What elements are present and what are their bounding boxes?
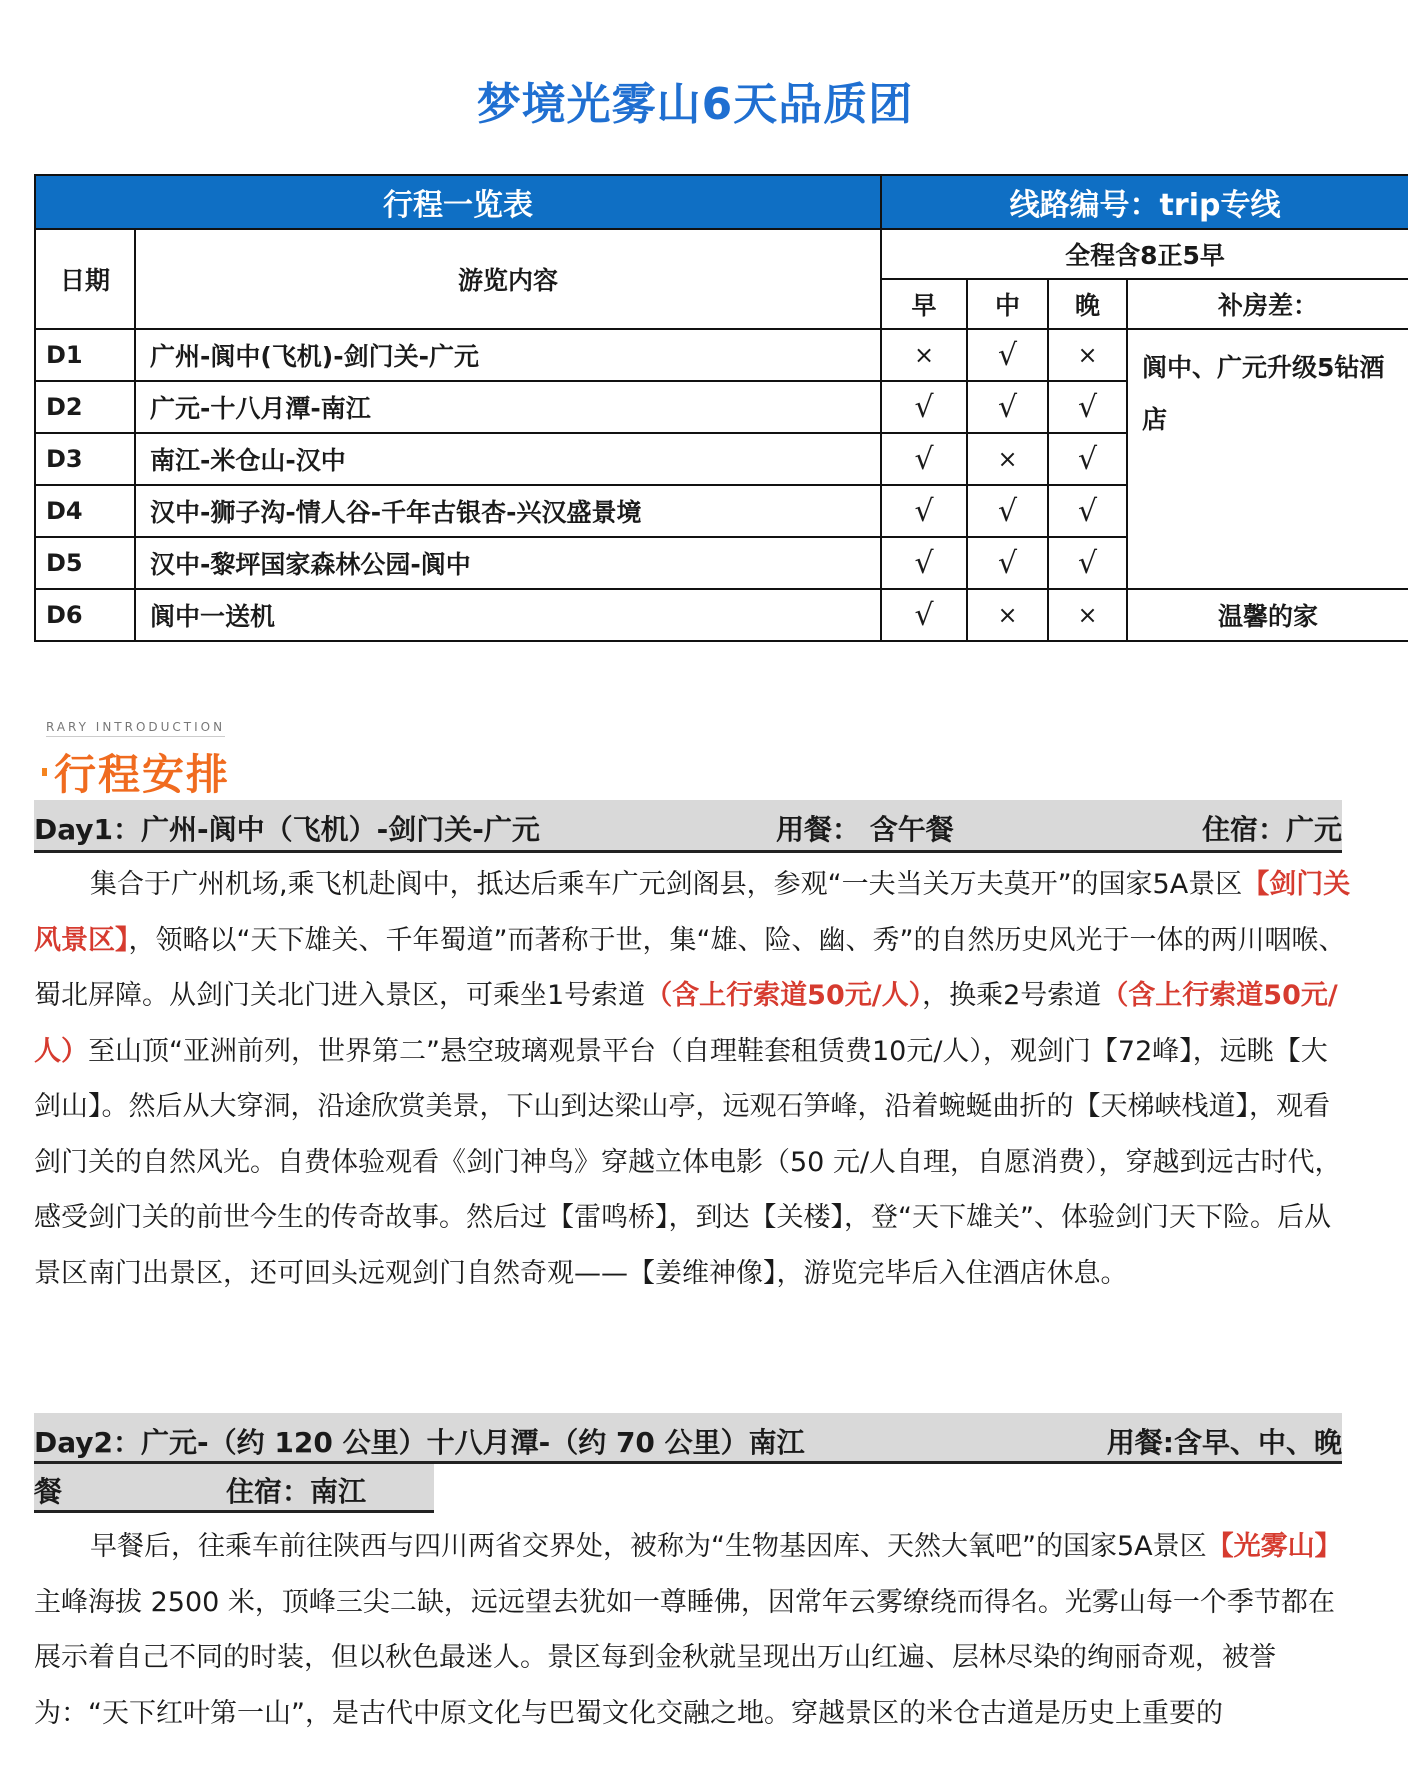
row-lunch: √ — [967, 381, 1048, 433]
section-accent-mark — [42, 768, 47, 776]
column-content: 游览内容 — [135, 229, 881, 329]
row-dinner: × — [1048, 589, 1127, 641]
row-dinner: √ — [1048, 537, 1127, 589]
day2-header — [34, 1413, 1342, 1464]
day1-text-4: 至山顶“亚洲前列，世界第二”悬空玻璃观景平台（自理鞋套租赁费10元/人），观剑门【72峰】，远眺【大剑山】。然后从大穿洞，沿途欣赏美景，下山到达梁山亭，远观石笋峰，沿着蜿蜒曲折的【天梯峡栈道】，观看剑门关的自然风光。自费体验观看《剑门神鸟》穿越立体电影（50 元/人自理，自愿消费），穿越到远古时代，感受剑门关的前世今生的传奇故事。然后过【雷鸣桥】，到达【关楼】，登“天下雄关”、体验剑门天下险。后从景区南门出景区，还可回头远观剑门自然奇观——【姜维神像】，游览完毕后入住酒店休息。 — [34, 1035, 1342, 1289]
table-header-right: 线路编号：trip专线 — [881, 175, 1408, 229]
row-content: 广州-阆中(飞机)-剑门关-广元 — [135, 329, 881, 381]
day2-route: Day2：广元-（约 120 公里）十八月潭-（约 70 公里）南江 — [34, 1426, 805, 1459]
day2-meals: 用餐:含早、中、晚 — [1106, 1426, 1342, 1459]
day1-meals: 用餐： 含午餐 — [776, 813, 954, 846]
day2-highlight-1: 【光雾山】 — [1206, 1531, 1342, 1562]
column-supplement: 补房差： — [1127, 279, 1408, 329]
row-content: 汉中-狮子沟-情人谷-千年古银杏-兴汉盛景境 — [135, 485, 881, 537]
day1-text-2: ，领略以“天下雄关、千年蜀道”而著称于世，集“雄、险、幽、秀”的自然历史风光于一体的两川咽喉、蜀北屏障。从剑门关北门进入景区，可乘坐1号索道 — [34, 924, 1346, 1011]
row-breakfast: × — [881, 329, 967, 381]
day2-description — [34, 1519, 1354, 1741]
section-subtitle: RARY INTRODUCTION — [46, 720, 225, 737]
row-day: D5 — [35, 537, 135, 589]
day2-text-1: 早餐后，往乘车前往陕西与四川两省交界处，被称为“生物基因库、天然大氧吧”的国家5A景区 — [90, 1531, 1207, 1562]
row-breakfast: √ — [881, 485, 967, 537]
day2-meals-cont: 餐 — [34, 1475, 63, 1508]
row-content: 南江-米仓山-汉中 — [135, 433, 881, 485]
row-dinner: √ — [1048, 485, 1127, 537]
row-lunch: √ — [967, 537, 1048, 589]
row-lunch: √ — [967, 329, 1048, 381]
supplement-note: 阆中、广元升级5钻酒店 — [1127, 329, 1408, 589]
day2-header-continued — [34, 1464, 434, 1513]
table-row — [35, 589, 1408, 641]
day1-text-3: ，换乘2号索道 — [922, 980, 1102, 1011]
row-breakfast: √ — [881, 381, 967, 433]
day1-highlight-2: （含上行索道50元/人） — [645, 980, 923, 1011]
meals-summary: 全程含8正5早 — [881, 229, 1408, 279]
day2-text-2: 主峰海拔 2500 米，顶峰三尖二缺，远远望去犹如一尊睡佛，因常年云雾缭绕而得名。光雾山每一个季节都在展示着自己不同的时装，但以秋色最迷人。景区每到金秋就呈现出万山红遍、层林尽染的绚丽奇观，被誉为：“天下红叶第一山”，是古代中原文化与巴蜀文化交融之地。穿越景区的米仓古道是历史上重要的 — [34, 1586, 1335, 1729]
row-content: 阆中一送机 — [135, 589, 881, 641]
row-breakfast: √ — [881, 433, 967, 485]
day1-stay: 住宿：广元 — [1201, 813, 1342, 846]
row-day: D4 — [35, 485, 135, 537]
row-lunch: √ — [967, 485, 1048, 537]
row-dinner: √ — [1048, 381, 1127, 433]
row-day: D1 — [35, 329, 135, 381]
row-day: D3 — [35, 433, 135, 485]
day1-header — [34, 800, 1342, 853]
table-row — [35, 329, 1408, 381]
day1-text-1: 集合于广州机场,乘飞机赴阆中，抵达后乘车广元剑阁县，参观“一夫当关万夫莫开”的国家5A景区 — [90, 869, 1243, 900]
column-dinner: 晚 — [1048, 279, 1127, 329]
row-lunch: × — [967, 589, 1048, 641]
section-title: 行程安排 — [54, 750, 231, 799]
row-content: 汉中-黎坪国家森林公园-阆中 — [135, 537, 881, 589]
row-day: D2 — [35, 381, 135, 433]
document-title: 梦境光雾山6天品质团 — [476, 79, 914, 130]
column-date: 日期 — [35, 229, 135, 329]
row-breakfast: √ — [881, 589, 967, 641]
day1-highlight-3: （含上行索道50元/人） — [34, 980, 1338, 1067]
row-breakfast: √ — [881, 537, 967, 589]
table-header-left: 行程一览表 — [35, 175, 881, 229]
day1-route: Day1：广州-阆中（飞机）-剑门关-广元 — [34, 813, 540, 846]
day1-description — [34, 857, 1354, 1301]
row-lunch: × — [967, 433, 1048, 485]
column-breakfast: 早 — [881, 279, 967, 329]
column-lunch: 中 — [967, 279, 1048, 329]
itinerary-table — [34, 174, 1408, 642]
day1-highlight-1: 【剑门关风景区】 — [34, 869, 1351, 956]
row-dinner: √ — [1048, 433, 1127, 485]
last-note: 温馨的家 — [1127, 589, 1408, 641]
row-content: 广元-十八月潭-南江 — [135, 381, 881, 433]
day2-stay: 住宿：南江 — [226, 1475, 367, 1508]
row-dinner: × — [1048, 329, 1127, 381]
row-day: D6 — [35, 589, 135, 641]
